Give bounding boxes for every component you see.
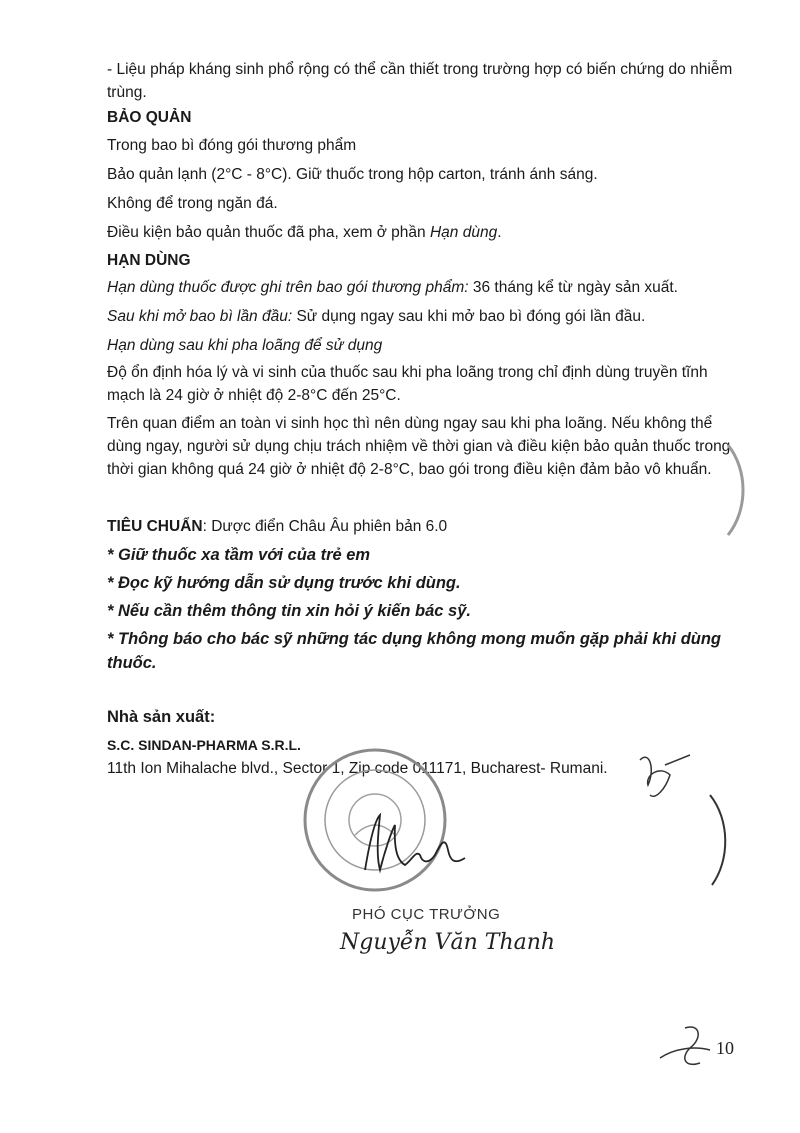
- stamp-title: PHÓ CỤC TRƯỞNG: [352, 906, 501, 923]
- partial-stamp-icon: [708, 440, 748, 540]
- warning-4: * Thông báo cho bác sỹ những tác dụng không mong muốn gặp phải khi dùng thuốc.: [107, 630, 722, 672]
- storage-heading: BẢO QUẢN: [107, 109, 192, 126]
- stamp-name: Nguyễn Văn Thanh: [340, 930, 556, 955]
- shelf-life-line-2-label: Sau khi mở bao bì lần đầu:: [107, 308, 293, 325]
- margin-stroke-icon: [700, 790, 740, 890]
- standard-text: : Dược điển Châu Âu phiên bản 6.0: [202, 518, 448, 535]
- initials-signature-icon: [630, 745, 700, 805]
- storage-line-4-suffix: .: [497, 224, 502, 241]
- warning-3: * Nếu cần thêm thông tin xin hỏi ý kiến bác sỹ.: [107, 602, 471, 620]
- manufacturer-heading: Nhà sản xuất:: [107, 708, 216, 726]
- shelf-life-para-1: Độ ổn định hóa lý và vi sinh của thuốc sau khi pha loãng trong chỉ định dùng truyền tĩnh mạch là 24 giờ ở nhiệt độ 2-8°C đến 25°C.: [107, 364, 708, 404]
- standard-label: TIÊU CHUẨN: [107, 518, 203, 535]
- shelf-life-line-3: Hạn dùng sau khi pha loãng để sử dụng: [107, 337, 383, 354]
- page-number: 10: [716, 1038, 734, 1058]
- shelf-life-para-2: Trên quan điểm an toàn vi sinh học thì nên dùng ngay sau khi pha loãng. Nếu không thể dùng ngay, người sử dụng chịu trách nhiệm về thời gian và điều kiện bảo quản thuốc trong thời gian không quá 24 giờ ở nhiệt độ 2-8°C, bao gói trong điều kiện đảm bảo vô khuẩn.: [107, 415, 731, 478]
- storage-line-1: Trong bao bì đóng gói thương phẩm: [107, 137, 357, 154]
- manufacturer-name: S.C. SINDAN-PHARMA S.R.L.: [107, 737, 301, 753]
- director-signature-icon: [350, 810, 470, 880]
- warning-2: * Đọc kỹ hướng dẫn sử dụng trước khi dùng.: [107, 574, 461, 592]
- standard-line: [107, 515, 747, 538]
- storage-line-4: [107, 221, 747, 244]
- shelf-life-line-2-value: Sử dụng ngay sau khi mở bao bì đóng gói lần đầu.: [292, 308, 646, 325]
- shelf-life-line-1-value: 36 tháng kể từ ngày sản xuất.: [468, 279, 678, 296]
- page-initial-icon: [655, 1018, 715, 1078]
- storage-line-4-prefix: Điều kiện bảo quản thuốc đã pha, xem ở phần: [107, 224, 430, 241]
- storage-line-2: Bảo quản lạnh (2°C - 8°C). Giữ thuốc trong hộp carton, tránh ánh sáng.: [107, 166, 598, 183]
- shelf-life-line-1: [107, 276, 747, 299]
- shelf-life-line-2: [107, 305, 747, 328]
- manufacturer-address: 11th Ion Mihalache blvd., Sector 1, Zip code 011171, Bucharest- Rumani.: [107, 760, 608, 777]
- shelf-life-line-1-label: Hạn dùng thuốc được ghi trên bao gói thương phẩm:: [107, 279, 469, 296]
- warning-1: * Giữ thuốc xa tầm với của trẻ em: [107, 546, 371, 564]
- storage-line-4-ref: Hạn dùng: [429, 224, 498, 241]
- shelf-life-heading: HẠN DÙNG: [107, 252, 191, 269]
- antibiotic-paragraph: - Liệu pháp kháng sinh phổ rộng có thể cần thiết trong trường hợp có biến chứng do nhiễm trùng.: [107, 61, 733, 101]
- storage-line-3: Không để trong ngăn đá.: [107, 195, 278, 212]
